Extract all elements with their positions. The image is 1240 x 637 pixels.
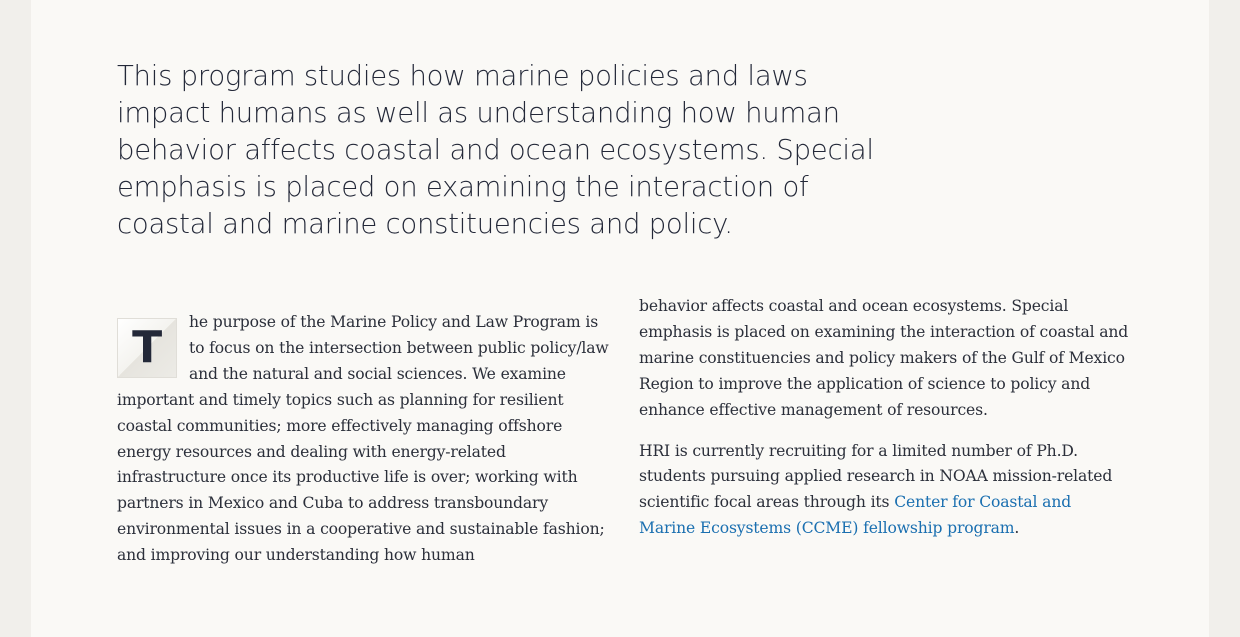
paragraph-2-text: HRI is currently recruiting for a limited number of Ph.D. students pursuing applied research in NOAA mission-related scientific focal areas through its	[639, 441, 1113, 512]
dropcap-letter: T	[117, 318, 177, 378]
body-column-right	[639, 294, 1129, 542]
paragraph-1-continued: behavior affects coastal and ocean ecosystems. Special emphasis is placed on examining the interaction of coastal and marine constituencies and policy makers of the Gulf of Mexico Region to improve the application of science to policy and enhance effective management of resources.	[639, 297, 1129, 419]
content-panel	[31, 0, 1209, 637]
paragraph-2	[639, 439, 1129, 543]
ccme-fellowship-link[interactable]: Center for Coastal and Marine Ecosystems (CCME) fellowship program	[639, 493, 1072, 538]
paragraph-1-text: he purpose of the Marine Policy and Law Program is to focus on the intersection between public policy/law and the natural and social sciences. We examine important and timely topics such as planning for resilient coastal communities; more effectively managing offshore energy resources and dealing with energy-related infrastructure once its productive life is over; working with partners in Mexico and Cuba to address transboundary environmental issues in a cooperative and sustainable fashion; and improving our understanding how human	[117, 313, 609, 565]
intro-text: This program studies how marine policies and laws impact humans as well as understanding how human behavior affects coastal and ocean ecosystems. Special emphasis is placed on examining the interaction of coastal and marine constituencies and policy.	[117, 60, 874, 240]
paragraph-2-end: .	[1014, 519, 1020, 538]
body-column-left	[117, 310, 612, 569]
paragraph-1	[117, 310, 612, 569]
